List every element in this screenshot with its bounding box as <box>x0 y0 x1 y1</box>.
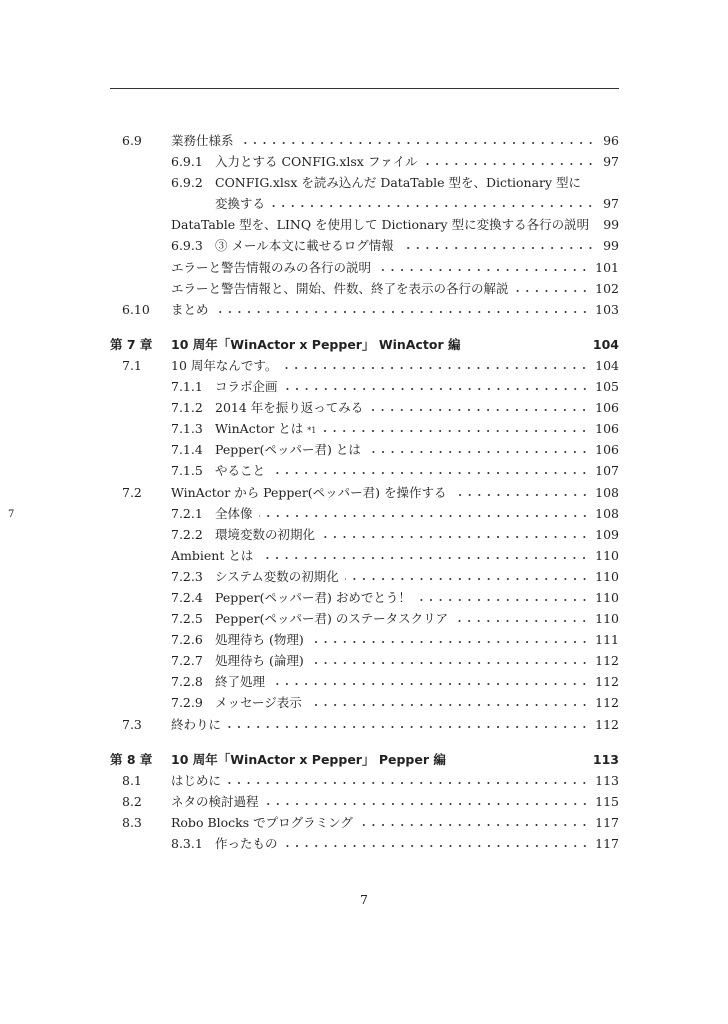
leader-dots <box>265 796 590 806</box>
toc-entry-number: 7.2.3 <box>171 568 203 584</box>
toc-entry-page: 110 <box>595 568 619 584</box>
leader-dots <box>369 402 589 412</box>
page-number: 7 <box>360 892 368 907</box>
toc-entry-title: DataTable 型を、LINQ を使用して Dictionary 型に変換する各行の説明 <box>171 217 590 233</box>
toc-entry-title: エラーと警告情報のみの各行の説明 <box>171 259 372 275</box>
toc-entry-number: 6.9 <box>122 133 142 148</box>
toc-entry[interactable] <box>110 692 619 713</box>
leader-dots <box>321 529 589 539</box>
toc-entry[interactable] <box>110 587 619 608</box>
toc-entry-title: はじめに <box>171 772 222 788</box>
toc-entry[interactable] <box>110 355 619 376</box>
toc-entry-number: 7.1 <box>122 357 142 373</box>
toc-entry-number: 7.1.4 <box>171 442 203 458</box>
toc-entry-page: 117 <box>595 836 619 851</box>
toc-entry-number: 7.2.7 <box>171 653 203 669</box>
toc-entry-number: 8.2 <box>122 793 142 809</box>
toc-entry-title: 10 周年「WinActor x Pepper」 WinActor 編 <box>171 336 461 352</box>
leader-dots <box>259 508 590 518</box>
toc-entry-page: 112 <box>595 716 619 732</box>
toc-chapter[interactable] <box>110 334 619 355</box>
side-page-marker: 7 <box>8 509 15 520</box>
toc-entry-page: 104 <box>592 336 619 352</box>
toc-entry[interactable] <box>110 812 619 833</box>
toc-entry-page: 106 <box>595 442 619 458</box>
toc-entry[interactable] <box>110 397 619 418</box>
toc-entry-title: Pepper(ペッパー君) とは <box>215 442 361 458</box>
toc-entry-page: 111 <box>595 632 619 648</box>
toc-entry-title: CONFIG.xlsx を読み込んだ DataTable 型を、Dictionary 型に <box>215 175 582 191</box>
toc-entry-number: 7.3 <box>122 716 142 732</box>
leader-dots <box>308 697 589 707</box>
leader-dots <box>215 304 590 314</box>
toc-entry-number: 7.1.1 <box>171 379 203 395</box>
toc-entry-page: 113 <box>595 772 619 788</box>
toc-entry-number: 7.2.4 <box>171 589 203 605</box>
header-rule <box>110 88 619 89</box>
toc-entry-number: 8.1 <box>122 772 142 788</box>
toc-entry[interactable] <box>110 714 619 735</box>
toc-entry-title: Robo Blocks でプログラミング <box>171 814 353 830</box>
leader-dots <box>271 465 589 475</box>
toc-entry[interactable] <box>110 460 619 481</box>
toc-entry-title: 作ったもの <box>215 836 278 851</box>
toc-entry-title: 終了処理 <box>215 674 266 690</box>
toc-entry-number: 第 8 章 <box>110 751 153 767</box>
toc-entry[interactable] <box>110 376 619 397</box>
toc-entry[interactable] <box>110 833 619 854</box>
toc-entry[interactable] <box>110 503 619 524</box>
toc-entry-number: 6.10 <box>122 301 150 317</box>
toc-entry[interactable] <box>110 235 619 256</box>
toc-entry-number: 7.2.6 <box>171 632 203 648</box>
toc-entry-title: 終わりに <box>171 716 222 732</box>
leader-dots <box>284 381 590 391</box>
toc-entry[interactable] <box>110 566 619 587</box>
toc-entry-title: ネタの検討過程 <box>171 793 259 809</box>
toc-entry-page: 113 <box>592 751 619 767</box>
toc-entry-title: 環境変数の初期化 <box>215 526 316 542</box>
toc-entry[interactable] <box>110 214 619 235</box>
toc-entry[interactable] <box>110 671 619 692</box>
toc-entry-title: まとめ <box>171 301 209 317</box>
toc-entry-page: 108 <box>595 505 619 521</box>
toc-entry-title: メッセージ表示 <box>215 695 302 711</box>
toc-entry-number: 7.2.2 <box>171 526 203 542</box>
leader-dots <box>359 817 589 827</box>
toc-entry-title: 10 周年なんです。 <box>171 357 278 373</box>
toc-entry-page: 96 <box>603 133 619 148</box>
toc-entry-page: 101 <box>595 259 619 275</box>
toc-entry-number: 7.2.9 <box>171 695 203 711</box>
leader-dots <box>424 156 595 166</box>
toc-entry-page: 110 <box>595 611 619 627</box>
toc-entry[interactable] <box>110 172 619 193</box>
toc-entry-number: 8.3.1 <box>171 836 203 851</box>
toc-entry-title: Ambient とは <box>171 547 254 563</box>
toc-entry-page: 105 <box>595 379 619 395</box>
toc-entry[interactable] <box>110 770 619 791</box>
toc-entry-title: Pepper(ペッパー君) のステータスクリア <box>215 611 449 627</box>
leader-dots <box>271 198 595 208</box>
toc-entry-title: Pepper(ペッパー君) おめでとう！ <box>215 589 411 605</box>
leader-dots <box>515 283 590 293</box>
leader-dots <box>417 592 589 602</box>
toc-entry-page: 112 <box>595 695 619 711</box>
leader-dots <box>310 634 589 644</box>
leader-dots <box>322 423 589 433</box>
toc-entry-title: 処理待ち (物理) <box>215 632 304 648</box>
toc-entry-title: 業務仕様系 <box>171 133 234 148</box>
toc-entry-title: 入力とする CONFIG.xlsx ファイル <box>215 154 418 170</box>
toc-entry[interactable] <box>110 257 619 278</box>
toc-entry-title: エラーと警告情報と、開始、件数、終了を表示の各行の解説 <box>171 280 509 296</box>
leader-dots <box>377 262 589 272</box>
toc-entry-page: 110 <box>595 547 619 563</box>
toc-entry-page: 112 <box>595 653 619 669</box>
toc-entry-page: 102 <box>595 280 619 296</box>
leader-dots <box>310 655 589 665</box>
toc-entry[interactable] <box>110 791 619 812</box>
toc-entry-title: WinActor から Pepper(ペッパー君) を操作する <box>171 484 447 500</box>
toc-entry-number: 7.2.1 <box>171 505 203 521</box>
leader-dots <box>227 719 589 729</box>
toc-entry[interactable] <box>110 524 619 545</box>
toc-entry-page: 110 <box>595 589 619 605</box>
toc-entry-page: 106 <box>595 400 619 416</box>
toc-entry-page: 97 <box>603 196 619 212</box>
toc-entry-page: 115 <box>595 793 619 809</box>
toc-entry-title: WinActor とは <box>215 421 304 437</box>
toc-entry-page: 117 <box>595 814 619 830</box>
toc-entry-title: システム変数の初期化 <box>215 568 339 584</box>
toc-entry[interactable] <box>110 193 619 214</box>
leader-dots <box>240 135 595 145</box>
leader-dots <box>259 550 589 560</box>
leader-dots <box>345 571 589 581</box>
toc-entry-number: 6.9.1 <box>171 154 203 170</box>
toc-entry-title: 10 周年「WinActor x Pepper」 Pepper 編 <box>171 751 446 767</box>
toc-entry-page: 106 <box>595 421 619 437</box>
toc-entry[interactable] <box>110 278 619 299</box>
toc-entry-number: 7.1.5 <box>171 463 203 479</box>
leader-dots <box>367 444 589 454</box>
toc-entry-number: 7.1.3 <box>171 421 203 437</box>
leader-dots <box>284 838 590 848</box>
toc-entry-number: 7.1.2 <box>171 400 203 416</box>
toc-entry-number: 7.2.5 <box>171 611 203 627</box>
toc-entry-number: 7.2 <box>122 484 142 500</box>
toc-entry-title: 処理待ち (論理) <box>215 653 304 669</box>
leader-dots <box>453 487 590 497</box>
table-of-contents <box>110 130 619 854</box>
toc-entry[interactable] <box>110 629 619 650</box>
toc-entry[interactable] <box>110 151 619 172</box>
toc-entry-number: 7.2.8 <box>171 674 203 690</box>
toc-entry-page: 108 <box>595 484 619 500</box>
toc-entry[interactable] <box>110 650 619 671</box>
toc-entry-number: 6.9.2 <box>171 175 203 191</box>
leader-dots <box>283 360 589 370</box>
toc-entry[interactable] <box>110 545 619 566</box>
leader-dots <box>454 613 589 623</box>
toc-entry-title: 2014 年を振り返ってみる <box>215 400 364 416</box>
toc-entry-number: 第 7 章 <box>110 336 153 352</box>
toc-entry[interactable] <box>110 439 619 460</box>
toc-entry[interactable] <box>110 482 619 503</box>
toc-entry-page: 99 <box>603 217 620 233</box>
toc-chapter[interactable] <box>110 749 619 770</box>
toc-entry-title: ③ メール本文に載せるログ情報 <box>215 238 394 254</box>
toc-entry-page: 109 <box>595 526 619 542</box>
toc-entry-title: やること <box>215 463 266 479</box>
leader-dots <box>227 775 589 785</box>
toc-entry-page: 103 <box>595 301 619 317</box>
leader-dots <box>271 676 589 686</box>
toc-entry-number: 8.3 <box>122 814 142 830</box>
toc-entry[interactable]: 7.1.3 WinActor とは *1 106 <box>110 418 619 439</box>
toc-entry-page: 97 <box>603 154 619 170</box>
toc-entry[interactable] <box>110 299 619 320</box>
leader-dots <box>400 240 595 250</box>
toc-entry-title: コラボ企画 <box>215 379 278 395</box>
toc-entry[interactable] <box>110 130 619 151</box>
toc-entry-page: 99 <box>603 238 619 254</box>
toc-entry-page: 112 <box>595 674 619 690</box>
toc-entry-page: 104 <box>595 357 619 373</box>
toc-entry-number: 6.9.3 <box>171 238 203 254</box>
toc-entry-title: 全体像 <box>215 505 253 521</box>
toc-entry[interactable] <box>110 608 619 629</box>
toc-entry-title: 変換する <box>215 196 266 212</box>
toc-entry-page: 107 <box>595 463 619 479</box>
